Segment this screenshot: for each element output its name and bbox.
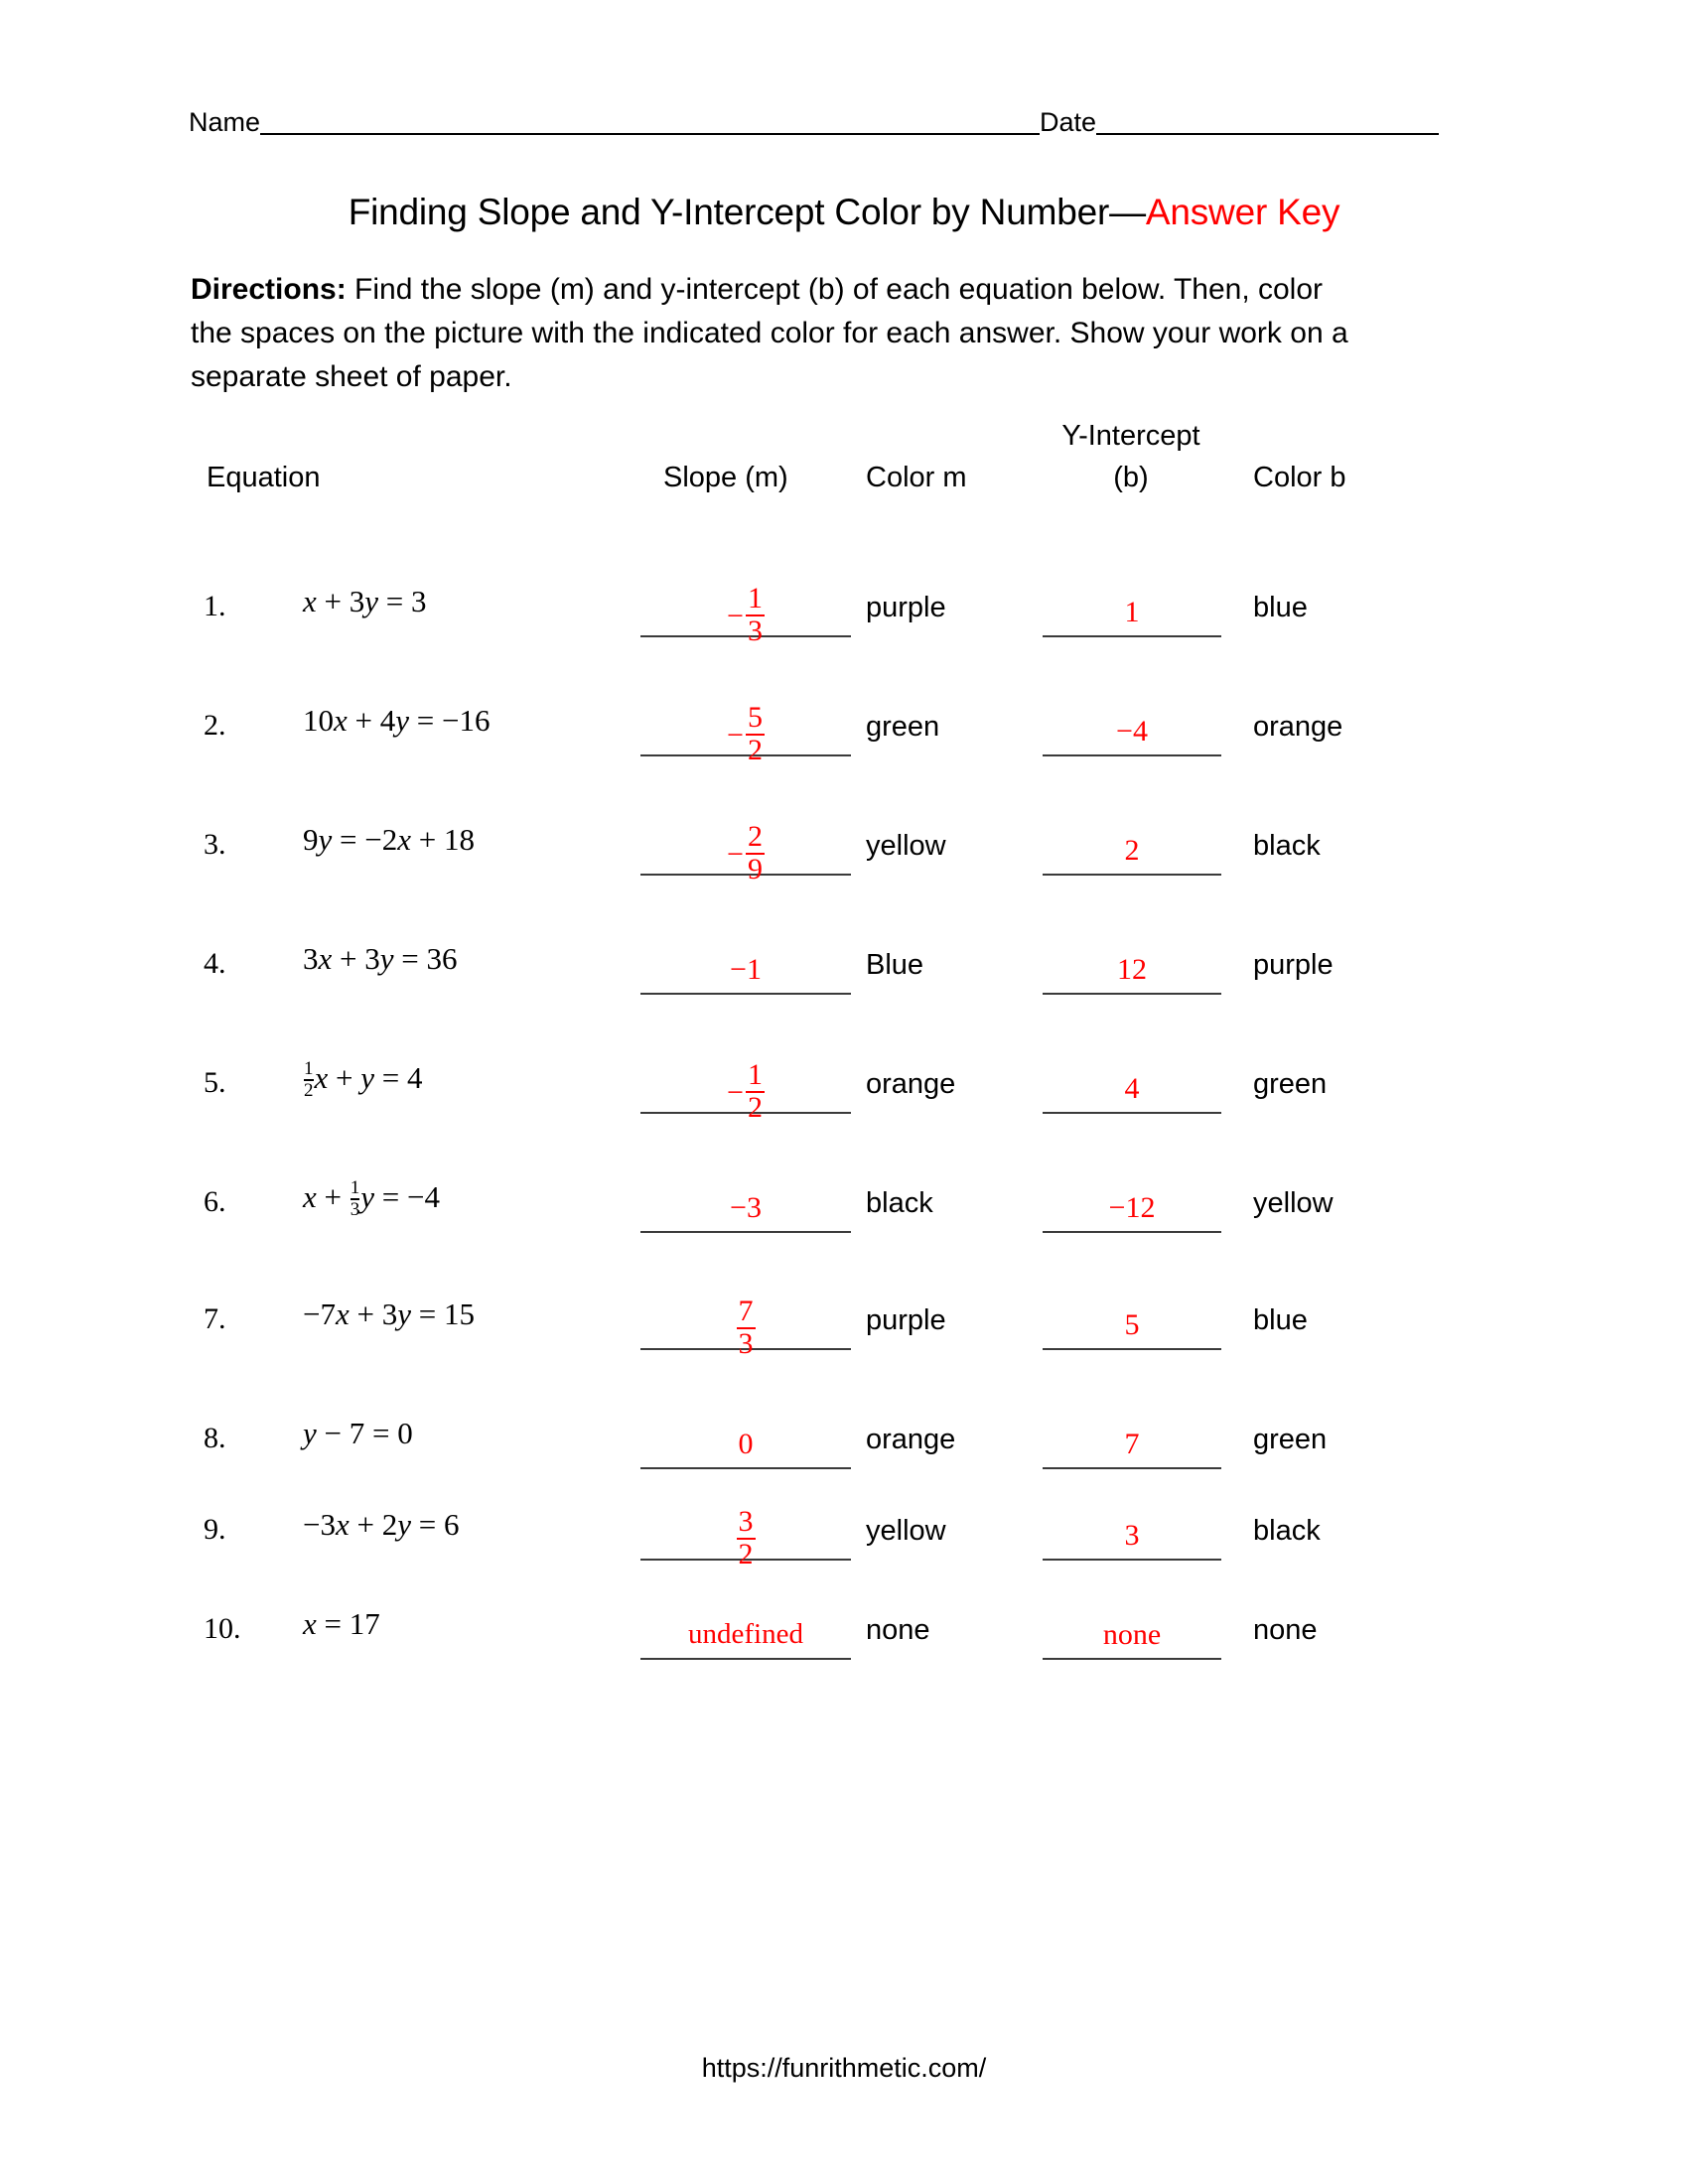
equation: x + $\frac{1}{3}$ y = −4 (303, 1177, 440, 1220)
color-b-label: green (1253, 1068, 1328, 1100)
slope-fraction (746, 1060, 765, 1123)
problem-number: 3. (204, 828, 226, 861)
slope-answer (640, 1191, 851, 1225)
slope-numerator: 2 (747, 820, 763, 853)
column-header-y-intercept: Y-Intercept (1061, 420, 1200, 452)
color-m-label: none (866, 1614, 930, 1646)
slope-answer (640, 820, 851, 896)
table-row (0, 893, 1688, 1015)
equation: 10x + 4y = −16 (303, 703, 491, 738)
slope-answer (640, 701, 851, 777)
table-column-headers (0, 417, 1688, 496)
color-m-label: purple (866, 1304, 946, 1336)
color-m-label: yellow (866, 1515, 946, 1547)
color-b-label: orange (1253, 711, 1343, 743)
problem-number: 7. (204, 1302, 226, 1335)
slope-fraction (746, 584, 765, 646)
column-header-color-m: Color m (866, 462, 967, 493)
problem-number: 5. (204, 1066, 226, 1099)
y-intercept-answer-blank[interactable] (1043, 1348, 1221, 1350)
slope-numerator: 3 (738, 1505, 754, 1538)
slope-fraction (746, 703, 765, 765)
y-intercept-answer: 5 (1124, 1308, 1140, 1341)
footer-url: https://funrithmetic.com/ (701, 2053, 987, 2083)
y-intercept-answer: 3 (1124, 1519, 1140, 1552)
slope-value: −1 (730, 953, 762, 986)
problem-number: 4. (204, 947, 226, 980)
color-m-label: yellow (866, 830, 946, 862)
y-intercept-answer-blank[interactable] (1043, 635, 1221, 637)
table-row (0, 655, 1688, 776)
y-intercept-answer: 12 (1117, 953, 1147, 986)
page-title-answer-key: Answer Key (1145, 192, 1340, 232)
slope-denominator: 2 (747, 1090, 763, 1124)
color-b-label: black (1253, 1515, 1321, 1547)
color-m-label: green (866, 711, 940, 743)
problem-number: 8. (204, 1422, 226, 1454)
table-row (0, 774, 1688, 895)
equation: $\frac{1}{2}$ x + y = 4 (304, 1058, 423, 1101)
table-row (0, 1559, 1688, 1680)
y-intercept-answer-blank[interactable] (1043, 993, 1221, 995)
directions-block (191, 268, 1372, 399)
equation: y − 7 = 0 (303, 1416, 413, 1450)
table-row (0, 1132, 1688, 1253)
y-intercept-answer: none (1102, 1618, 1162, 1651)
page-title (0, 191, 1688, 234)
slope-numerator: 1 (747, 1058, 763, 1091)
color-b-label: blue (1253, 592, 1308, 623)
color-b-label: green (1253, 1424, 1328, 1455)
slope-numerator: 1 (747, 582, 763, 614)
color-b-label: black (1253, 830, 1321, 862)
color-b-label: none (1253, 1614, 1318, 1646)
color-b-label: blue (1253, 1304, 1308, 1336)
y-intercept-answer-blank[interactable] (1043, 1112, 1221, 1114)
slope-denominator: 3 (738, 1326, 754, 1360)
problem-number: 1. (204, 590, 226, 622)
slope-answer (640, 582, 851, 658)
name-label: Name (189, 107, 261, 137)
slope-denominator: 2 (738, 1537, 754, 1570)
y-intercept-answer-blank[interactable] (1043, 874, 1221, 876)
problem-number: 10. (204, 1612, 241, 1645)
color-m-label: orange (866, 1068, 956, 1100)
slope-denominator: 9 (747, 852, 763, 886)
problem-number: 6. (204, 1185, 226, 1218)
slope-negative-sign: − (727, 837, 744, 871)
equation-fraction: $\frac{1}{3}$ (350, 1177, 360, 1220)
equation: 9y = −2x + 18 (303, 822, 475, 857)
column-header-equation: Equation (207, 462, 321, 493)
name-date-header (189, 97, 1470, 137)
column-header-color-b: Color b (1253, 462, 1346, 493)
color-b-label: purple (1253, 949, 1334, 981)
equation: −3x + 2y = 6 (303, 1507, 460, 1542)
y-intercept-answer-blank[interactable] (1043, 754, 1221, 756)
y-intercept-answer: 4 (1124, 1072, 1140, 1105)
slope-negative-sign: − (727, 1075, 744, 1109)
page-title-main: Finding Slope and Y-Intercept Color by Number— (348, 192, 1146, 232)
date-label: Date (1040, 107, 1097, 137)
color-m-label: purple (866, 592, 946, 623)
y-intercept-answer: 7 (1124, 1428, 1140, 1460)
slope-answer (640, 1295, 851, 1371)
directions-text: Find the slope (m) and y-intercept (b) of each equation below. Then, color the spaces on the picture with the indicated color for each answer. Show your work on a separate sheet of paper. (191, 273, 1348, 393)
color-m-label: black (866, 1187, 933, 1219)
color-b-label: yellow (1253, 1187, 1334, 1219)
slope-answer (640, 1428, 851, 1461)
slope-fraction (746, 822, 765, 885)
slope-value: 0 (738, 1428, 754, 1460)
equation: x = 17 (303, 1606, 380, 1641)
equation: x + 3y = 3 (303, 584, 427, 618)
table-row (0, 1013, 1688, 1134)
name-write-line[interactable] (260, 107, 1040, 135)
directions-label: Directions: (191, 273, 347, 306)
slope-negative-sign: − (727, 718, 744, 751)
y-intercept-answer: 1 (1124, 596, 1140, 628)
column-header-b: (b) (1113, 462, 1149, 493)
equation: 3x + 3y = 36 (303, 941, 458, 976)
date-write-line[interactable] (1096, 107, 1439, 135)
slope-numerator: 5 (747, 701, 763, 734)
slope-denominator: 3 (747, 614, 763, 647)
slope-answer-blank[interactable] (640, 1658, 851, 1660)
slope-answer-blank[interactable] (640, 993, 851, 995)
color-m-label: Blue (866, 949, 924, 981)
slope-denominator: 2 (747, 733, 763, 766)
slope-answer (640, 1058, 851, 1135)
table-row (0, 536, 1688, 657)
slope-answer (640, 1618, 851, 1651)
table-row (0, 1249, 1688, 1370)
slope-value: undefined (688, 1618, 803, 1650)
y-intercept-answer: −4 (1116, 715, 1148, 748)
equation: −7x + 3y = 15 (303, 1297, 475, 1331)
equation-fraction: $\frac{1}{2}$ (304, 1058, 314, 1101)
slope-numerator: 7 (738, 1295, 754, 1327)
y-intercept-answer-blank[interactable] (1043, 1658, 1221, 1660)
problem-number: 9. (204, 1513, 226, 1546)
problem-number: 2. (204, 709, 226, 742)
y-intercept-answer: 2 (1124, 834, 1140, 867)
y-intercept-answer: −12 (1108, 1191, 1156, 1224)
color-m-label: orange (866, 1424, 956, 1455)
column-header-slope: Slope (m) (663, 462, 788, 493)
slope-answer-blank[interactable] (640, 1231, 851, 1233)
slope-value: −3 (730, 1191, 762, 1224)
slope-negative-sign: − (727, 599, 744, 632)
slope-answer (640, 953, 851, 987)
y-intercept-answer-blank[interactable] (1043, 1231, 1221, 1233)
slope-fraction (737, 1297, 756, 1359)
